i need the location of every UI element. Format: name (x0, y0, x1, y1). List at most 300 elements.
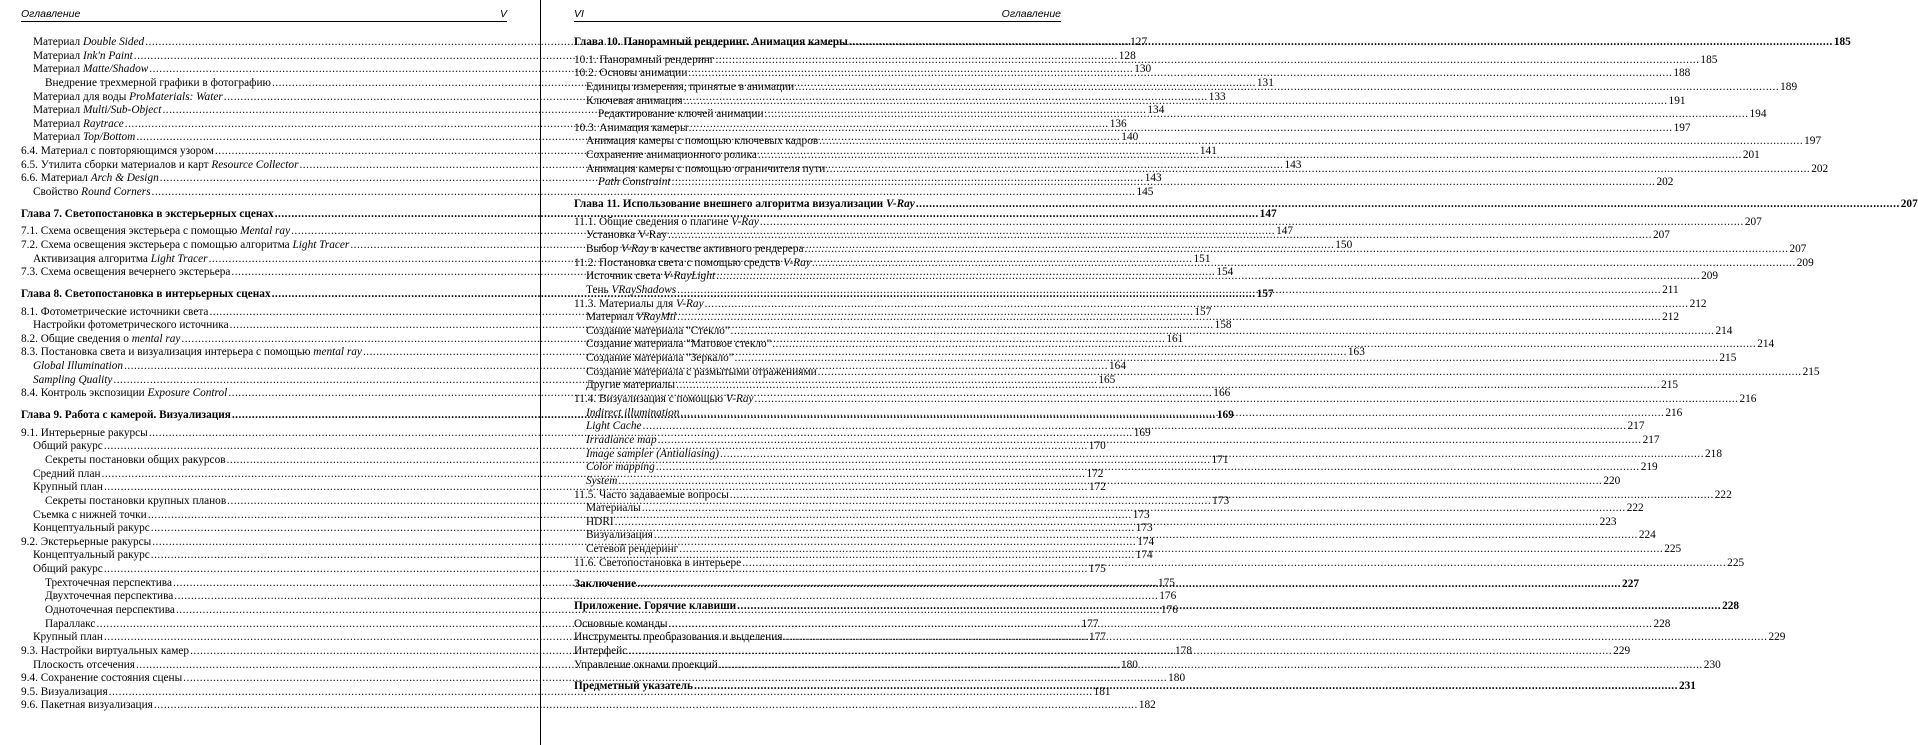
toc-page-number: 128 (1118, 49, 1136, 62)
toc-entry-title (21, 699, 153, 713)
toc-entry-title-text: 9.3. Настройки виртуальных камер (21, 644, 190, 657)
toc-entry-title-text: 10.1. Панорамный рендеринг (574, 53, 715, 66)
toc-entry-title-text: Материал (33, 49, 83, 62)
toc-entry-title-text: Предметный указатель (574, 680, 693, 693)
toc-page-number: 207 (1789, 242, 1807, 255)
toc-entry-title-italic: Image sampler (Antialiasing) (586, 447, 720, 460)
dot-leader (658, 434, 1642, 448)
toc-page-number: 158 (1214, 319, 1232, 332)
toc-entry-title-text: Материал (33, 131, 83, 144)
toc-entry-title-text: Тень (586, 283, 612, 296)
toc-page-number: 177 (1088, 631, 1106, 644)
toc-entry-title-text: Сохранение анимационного ролика (586, 149, 757, 162)
toc-page-number: 225 (1727, 556, 1745, 569)
toc-page-number: 209 (1796, 256, 1814, 269)
toc-entry-title-text: Создание материала "Матовое стекло" (586, 338, 772, 351)
dot-leader (758, 149, 1742, 163)
toc-entry-title-italic: Light Tracer (292, 238, 350, 251)
toc-entry (21, 186, 1154, 200)
toc-entry-title (33, 631, 103, 645)
toc-page-number: 212 (1662, 311, 1680, 324)
toc-page-number: 231 (1678, 680, 1696, 693)
toc-page-number: 176 (1159, 590, 1177, 603)
toc-entry-title (586, 543, 678, 557)
toc-entry-title (586, 516, 614, 530)
toc-entry-title-text: Общий ракурс (33, 563, 103, 576)
dot-leader (818, 366, 1802, 380)
toc-entry-title-text: Единицы измерения, принятые в анимации (586, 80, 795, 93)
toc-entry-title (574, 298, 704, 312)
toc-page-number: 161 (1166, 332, 1184, 345)
dot-leader (689, 122, 1673, 136)
toc-page-number: 130 (1134, 63, 1152, 76)
toc-entry (21, 563, 1106, 577)
toc-entry-title-italic: Irradiance map (586, 433, 657, 446)
toc-page-number: 202 (1656, 176, 1674, 189)
toc-entry-title (45, 604, 175, 618)
toc-page-number: 131 (1256, 76, 1274, 89)
toc-entry-title (574, 631, 782, 645)
toc-page-number: 173 (1212, 494, 1230, 507)
toc-entry-title-italic: V-Ray (621, 242, 649, 255)
toc-entry-title-text: Создание материала с размытыми отражениями (586, 365, 817, 378)
toc-entry-title-text: Трехточечная перспектива (45, 576, 172, 589)
toc-entry-title-italic: V-Ray (731, 215, 759, 228)
toc-entry-title (21, 145, 214, 159)
toc-entry-title-italic: Top/Bottom (83, 131, 136, 144)
toc-entry-title-text: 11.6. Светопостановка в интерьере (574, 556, 742, 569)
toc-entry-title-text: Анимация камеры с помощью ключевых кадров (586, 135, 819, 148)
toc-entry-title-text: Материал (33, 36, 83, 48)
toc-entry-title (21, 536, 151, 550)
toc-entry-title-italic: Global Illumination (33, 360, 124, 373)
dot-leader (668, 229, 1652, 243)
toc-page-number: 172 (1088, 481, 1106, 494)
dot-leader (618, 475, 1602, 489)
toc-entry-title-text: 8.4. Контроль экспозиции (21, 387, 148, 400)
page-number: V (499, 8, 507, 20)
dot-leader (783, 631, 1767, 645)
toc-entry-title (586, 229, 667, 243)
toc-entry-title (586, 149, 757, 163)
toc-entry-title-italic: System (586, 474, 618, 487)
toc-entry-title-italic: Double Sided (83, 36, 145, 48)
toc-entry-title-text: Двухточечная перспектива (45, 590, 174, 603)
dot-leader (677, 284, 1661, 298)
toc-entry-title-text: Приложение. Горячие клавиши (574, 599, 737, 612)
toc-entry-title-italic: Multi/Sub-Object (83, 104, 162, 117)
dot-leader (916, 198, 1900, 212)
toc-entry-title (586, 338, 771, 352)
toc-entry-title (586, 270, 715, 284)
toc-page-number: 185 (1700, 53, 1718, 66)
toc-entry-title (21, 427, 148, 441)
dot-leader (628, 645, 1612, 659)
toc-page-number: 171 (1211, 453, 1229, 466)
toc-entry-title (33, 440, 103, 454)
toc-entry-title-text: Глава 7. Светопостановка в экстерьерных сценах (21, 207, 274, 220)
toc-entry-title-text: Материал (33, 104, 83, 117)
toc-page-number: 223 (1599, 515, 1617, 528)
toc-entry-title-italic: Light Cache (586, 420, 642, 433)
toc-page-number: 188 (1673, 67, 1691, 80)
toc-entry-title-italic: Matte/Shadow (83, 63, 149, 76)
toc-entry-title-italic: Path Constraint (598, 176, 671, 189)
toc-page-number: 222 (1626, 502, 1644, 515)
toc-entry-title-text: Плоскость отсечения (33, 658, 135, 671)
toc-entry-title-text: Основные команды (574, 617, 668, 630)
toc-entry-title-text: Редактирование ключей анимации (598, 108, 764, 121)
toc-page-number: 175 (1157, 576, 1175, 589)
running-head-title: Оглавление (21, 8, 81, 20)
toc-entry-title-text: 9.2. Экстерьерные ракурсы (21, 535, 152, 548)
toc-entry-title-text: 11.1. Общие сведения о плагине (574, 215, 732, 228)
dot-leader (643, 420, 1627, 434)
dot-leader (715, 54, 1699, 68)
toc-entry-title (21, 333, 180, 347)
page-number: VI (574, 8, 584, 20)
toc-entry-title-text: Общий ракурс (33, 440, 103, 453)
toc-entry-title-italic: mental ray (131, 332, 181, 345)
toc-entry-title (586, 81, 794, 95)
toc-entry-title-text: 9.4. Сохранение состояния сцены (21, 672, 183, 685)
dot-leader (760, 216, 1744, 230)
toc-page-number: 215 (1802, 365, 1820, 378)
toc-entry-title (21, 172, 159, 186)
toc-entry-title (586, 502, 641, 516)
toc-entry-title (33, 36, 144, 50)
toc-entry-title (574, 198, 915, 212)
toc-entry-title (33, 659, 135, 673)
toc-entry-title (33, 131, 135, 145)
toc-entry-title-text: Концептуальный ракурс (33, 549, 150, 562)
running-head (21, 8, 507, 22)
toc-page-number: 211 (1662, 283, 1679, 296)
toc-entry-title (21, 346, 362, 360)
toc-entry-title-text: Создание материала "Стекло" (586, 324, 730, 337)
toc-entry-title (21, 409, 231, 423)
toc-page-number: 180 (1168, 672, 1186, 685)
toc-entry-title (33, 63, 148, 77)
toc-page-number: 215 (1719, 352, 1737, 365)
dot-leader (684, 95, 1668, 109)
dot-leader (688, 67, 1672, 81)
toc-entry-title (586, 243, 804, 257)
toc-page-number: 229 (1613, 644, 1631, 657)
toc-entry-title (21, 686, 108, 700)
toc-entry (574, 215, 1762, 230)
toc-entry-title (586, 529, 653, 543)
dot-leader (676, 379, 1660, 393)
toc-entry-title-text: Секреты постановки крупных планов (45, 494, 227, 507)
toc-entry-title (21, 266, 230, 280)
toc-entry-title (574, 600, 736, 614)
toc-entry-title (33, 104, 161, 118)
toc-entry-title-text: Параллакс (45, 617, 96, 630)
toc-entry-title-text: 6.6. Материал (21, 172, 91, 185)
toc-entry-title-text: 8.2. Общие сведения о (21, 332, 132, 345)
toc-page-number: 177 (1081, 617, 1099, 630)
toc-entry-title-italic: Arch & Design (90, 172, 159, 185)
toc-entry-title-text: Сетевой рендеринг (586, 543, 679, 556)
toc-entry-title-italic: ProMaterials: Water (129, 90, 223, 103)
running-head (574, 8, 1061, 22)
toc-page-number: 214 (1715, 324, 1733, 337)
toc-entry-title-italic: Exposure Control (147, 387, 228, 400)
toc-entry-title-text: Установка V-Ray (586, 229, 668, 242)
toc-entry-title (33, 481, 103, 495)
dot-leader (731, 325, 1715, 339)
toc-entry-title-text: Внедрение трехмерной графики в фотографию (45, 76, 271, 89)
toc-entry (21, 590, 1177, 604)
dot-leader (694, 680, 1678, 694)
toc-page-number: 222 (1714, 488, 1732, 501)
dot-leader (819, 135, 1803, 149)
toc-entry-title-italic: Round Corners (81, 186, 151, 199)
toc-entry-title-text: 11.2. Постановка света с помощью средств (574, 256, 784, 269)
toc-page-number: 219 (1640, 461, 1658, 474)
toc-entry-title-text: Материалы (586, 502, 641, 515)
toc-entry-title-text: Материал для воды (33, 90, 130, 103)
toc-entry-title (586, 434, 657, 448)
toc-entry-title-italic: Raytrace (83, 117, 124, 130)
toc-entry-title (33, 468, 101, 482)
toc-entry-title (574, 216, 759, 230)
toc-entry-title-text: Интерфейс (574, 644, 628, 657)
toc-page-number: 134 (1147, 104, 1165, 117)
toc-entry-title (574, 122, 688, 136)
dot-leader (677, 311, 1661, 325)
toc-entry-title-text: 11.5. Часто задаваемые вопросы (574, 488, 729, 501)
toc-entry-title (586, 448, 719, 462)
toc-entry-title (586, 407, 679, 421)
toc-page-number: 173 (1135, 522, 1153, 535)
dot-leader (720, 448, 1704, 462)
dot-leader (654, 529, 1638, 543)
toc-page-number: 215 (1661, 379, 1679, 392)
toc-entry-title (586, 311, 676, 325)
toc-entry-title (33, 522, 150, 536)
toc-page-number: 165 (1098, 373, 1116, 386)
toc-page-number: 147 (1259, 207, 1277, 220)
toc-entry-title-text: 7.3. Схема освещения вечернего экстерьера (21, 266, 231, 279)
toc-entry-title-text: 10.2. Основы анимации (574, 67, 688, 80)
toc-entry (21, 699, 1156, 713)
toc-entry-title (574, 557, 741, 571)
toc-entry-title (33, 563, 103, 577)
toc-entry-title (586, 475, 617, 489)
toc-entry-title-italic: V-RayLight (663, 270, 716, 283)
toc-page-number: 181 (1093, 685, 1111, 698)
toc-entry-title-text: 7.1. Схема освещения экстерьера с помощью (21, 225, 241, 238)
toc-page-number: 218 (1705, 447, 1722, 460)
toc-entry-title (33, 319, 229, 333)
toc-entry-title (33, 50, 133, 64)
toc-entry-title (574, 393, 754, 407)
toc-page-number: 174 (1135, 549, 1153, 562)
toc-page-number: 166 (1213, 387, 1231, 400)
toc-entry-title-text: Управление окнами проекций (574, 658, 718, 671)
toc-entry-title (574, 54, 714, 68)
toc-entry-title-text: Средний план (33, 467, 101, 480)
toc-entry (21, 672, 1186, 686)
toc-entry-title (45, 577, 172, 591)
toc-page-number: 216 (1739, 393, 1757, 406)
toc-page-number: 143 (1284, 158, 1302, 171)
toc-entry-title-italic: VRayMtl (636, 311, 677, 324)
toc-page-number: 212 (1689, 297, 1707, 310)
toc-page-number: 227 (1622, 578, 1639, 591)
toc-entry-title (33, 91, 223, 105)
dot-leader (679, 543, 1663, 557)
toc-entry-title-italic: mental ray (313, 346, 362, 359)
toc-page-number: 127 (1130, 36, 1148, 48)
toc-entry-title-text: 10.3. Анимация камеры (574, 121, 688, 134)
dot-leader (680, 407, 1664, 421)
toc-page-number: 191 (1668, 94, 1686, 107)
toc-entry-title-text: Источник света (586, 270, 664, 283)
toc-page-number: 163 (1347, 346, 1365, 359)
toc-entry-title (586, 95, 683, 109)
dot-leader (772, 338, 1756, 352)
toc-entry-title-text: Создание материала "Зеркало" (586, 352, 734, 365)
toc-entry-title-text: Инструменты преобразования и выделения (574, 631, 783, 644)
toc-page-number: 169 (1216, 409, 1234, 422)
toc-page-number: 224 (1638, 529, 1656, 542)
toc-entry-title (586, 325, 730, 339)
toc-entry-title-text: 6.5. Утилита сборки материалов и карт (21, 158, 212, 171)
toc-entry-title-text: Заключение (574, 578, 637, 591)
toc-entry-title-italic: VRayShadows (611, 283, 677, 296)
toc-entry-title-italic: V-Ray (783, 256, 811, 269)
toc-entry-title-text: Крупный план (33, 631, 103, 644)
toc-page-number: 197 (1804, 135, 1822, 148)
toc-entry-title (33, 118, 124, 132)
toc-entry-title (574, 257, 811, 271)
toc-entry-title (586, 352, 733, 366)
dot-leader (716, 270, 1700, 284)
dot-leader (812, 257, 1796, 271)
toc-page-number: 176 (1160, 603, 1178, 616)
toc-page-number: 225 (1664, 543, 1682, 556)
toc-entry-title-italic: Ink'n Paint (83, 49, 133, 62)
toc-entry-title-text: Ключевая анимация (586, 94, 683, 107)
dot-leader (755, 393, 1739, 407)
toc-entry-title-text: 11.4. Визуализация с помощью (574, 393, 726, 406)
toc-page-number: 194 (1749, 108, 1767, 121)
toc-entry-title (21, 306, 208, 320)
toc-entry-title-text: Визуализация (586, 529, 653, 542)
dot-leader (672, 176, 1656, 190)
toc-entry-title-text: Настройки фотометрического источника (33, 319, 229, 332)
toc-page-number: 151 (1193, 252, 1211, 265)
toc-page-number: 143 (1144, 172, 1162, 185)
toc-entry-title-italic: Indirect illumination (586, 406, 680, 419)
toc-page-number: 180 (1120, 658, 1138, 671)
toc-entry-title-text: Анимация камеры с помощью ограничителя пути (586, 162, 826, 175)
toc-entry-title (574, 578, 636, 592)
toc-page-number: 154 (1216, 266, 1234, 279)
toc-entry-title-text: Концептуальный ракурс (33, 522, 150, 535)
dot-leader (669, 618, 1653, 632)
toc-entry-title-italic: Color mapping (586, 461, 655, 474)
toc-page-number: 217 (1627, 420, 1645, 433)
toc-page-number: 220 (1603, 474, 1621, 487)
toc-entry-title-text: в качестве активного рендерера (648, 242, 804, 255)
toc-entry-title-italic: V-Ray (675, 297, 704, 310)
toc-entry-title (45, 618, 95, 632)
toc-entry-title-text: Активизация алгоритма (33, 252, 151, 265)
toc-page-number: 189 (1780, 80, 1798, 93)
dot-leader (795, 81, 1779, 95)
toc-entry-title (586, 379, 675, 393)
toc-chapter-entry (574, 198, 1918, 212)
toc-entry-title-text: Секреты постановки общих ракурсов (45, 453, 226, 466)
toc-entry-title-text: 11.3. Материалы для (574, 297, 676, 310)
toc-entry-title (586, 163, 825, 177)
toc-entry-title (598, 108, 764, 122)
toc-entry-title-text: 9.5. Визуализация (21, 685, 108, 698)
toc-entry-title-text: 6.4. Материал с повторяющимся узором (21, 145, 214, 158)
toc-page-number: 185 (1833, 36, 1851, 48)
toc-page-number: 147 (1276, 225, 1294, 238)
toc-page-number: 157 (1256, 287, 1274, 300)
toc-page-number: 141 (1199, 145, 1217, 158)
toc-entry-title (574, 680, 693, 694)
toc-entry-title-italic: Resource Collector (211, 158, 299, 171)
toc-entry-title (33, 186, 151, 200)
toc-entry-title-text: Материал (33, 117, 83, 130)
toc-page-number: 173 (1132, 508, 1150, 521)
toc-page-number: 164 (1109, 360, 1126, 373)
toc-entry-title (586, 461, 655, 475)
toc-page-number: 133 (1208, 90, 1226, 103)
dot-leader (737, 600, 1721, 614)
toc-page-number: 202 (1811, 162, 1829, 175)
toc-entry-title-italic: V-Ray (885, 198, 915, 211)
toc-entry-title-text: HDRI (586, 515, 614, 528)
toc-page-number: 157 (1194, 305, 1212, 318)
toc-entry-title (21, 159, 298, 173)
toc-entry-title (45, 590, 173, 604)
toc-entry-title (33, 549, 150, 563)
toc-entry-title-text: Одноточечная перспектива (45, 603, 175, 616)
toc-entry-title (33, 509, 147, 523)
toc-entry-title-text: Глава 8. Светопостановка в интерьерных сценах (21, 287, 271, 300)
toc-entry-title (586, 366, 817, 380)
toc-entry-title (586, 284, 676, 298)
toc-entry-title-text: 8.3. Постановка света и визуализация интерьера с помощью (21, 346, 314, 359)
toc-page-number: 217 (1642, 433, 1660, 446)
dot-leader (615, 516, 1599, 530)
toc-entry-title-text: Выбор (586, 242, 621, 255)
dot-leader (742, 557, 1726, 571)
toc-page-number: 228 (1722, 599, 1740, 612)
toc-entry-title (21, 239, 349, 253)
toc-entry-title-text: Глава 10. Панорамный рендеринг. Анимация камеры (574, 36, 848, 48)
toc-entry-title (574, 645, 627, 659)
toc-entry-title (574, 618, 668, 632)
toc-page-number: 214 (1757, 338, 1775, 351)
dot-leader (637, 578, 1621, 592)
toc-entry-title (574, 67, 687, 81)
toc-entry-title-text: 8.1. Фотометрические источники света (21, 305, 209, 318)
toc-entry-title-italic: Mental ray (240, 225, 291, 238)
toc-entry-title (574, 36, 848, 50)
toc-page-number: 145 (1136, 186, 1154, 199)
toc-entry-title (45, 454, 226, 468)
toc-page-number: 201 (1742, 149, 1760, 162)
